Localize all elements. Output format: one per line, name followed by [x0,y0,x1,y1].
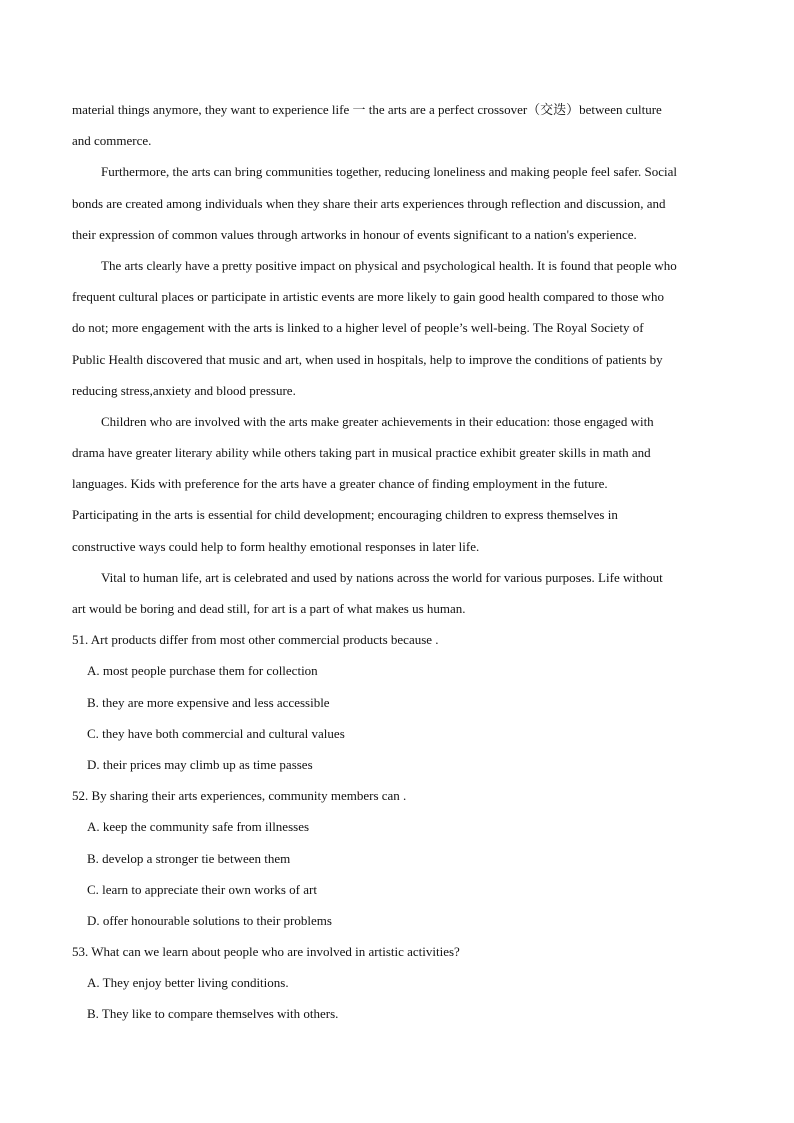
answer-option: C. learn to appreciate their own works of art [87,881,317,897]
passage-line: Vital to human life, art is celebrated and used by nations across the world for various purposes. Life without [101,569,663,585]
passage-line: material things anymore, they want to experience life 一 the arts are a perfect crossover（交迭）between culture [72,102,662,117]
answer-option: C. they have both commercial and cultural values [87,725,345,741]
answer-option: B. They like to compare themselves with others. [87,1006,339,1022]
question-stem: 52. By sharing their arts experiences, community members can . [72,788,407,804]
passage [72,99,722,629]
question-53 [72,941,722,1035]
question-stem: 53. What can we learn about people who are involved in artistic activities? [72,944,460,960]
page-content [72,99,722,1035]
question-stem: 51. Art products differ from most other commercial products because . [72,632,439,648]
passage-line: drama have greater literary ability while others taking part in musical practice exhibit greater skills in math and [72,445,651,461]
passage-line: languages. Kids with preference for the arts have a greater chance of finding employment in the future. [72,476,608,492]
passage-line: Children who are involved with the arts make greater achievements in their education: those engaged with [101,413,654,429]
answer-option: B. they are more expensive and less accessible [87,694,330,710]
passage-line: frequent cultural places or participate in artistic events are more likely to gain good health compared to those who [72,289,665,305]
answer-option: D. offer honourable solutions to their problems [87,912,332,928]
answer-option: A. keep the community safe from illnesses [87,819,310,835]
answer-option: A. They enjoy better living conditions. [87,975,289,991]
passage-line: their expression of common values through artworks in honour of events significant to a nation's experience. [72,226,637,242]
question-51 [72,629,722,785]
passage-line: art would be boring and dead still, for art is a part of what makes us human. [72,601,466,616]
passage-line: Public Health discovered that music and art, when used in hospitals, help to improve the conditions of patients by [72,351,663,367]
passage-line: do not; more engagement with the arts is linked to a higher level of people’s well-being. The Royal Society of [72,320,644,336]
passage-line: The arts clearly have a pretty positive impact on physical and psychological health. It is found that people who [101,257,677,273]
passage-line: reducing stress,anxiety and blood pressure. [72,382,296,398]
passage-line: constructive ways could help to form healthy emotional responses in later life. [72,538,480,554]
passage-line: bonds are created among individuals when they share their arts experiences through reflection and discussion, and [72,195,666,211]
passage-line: Participating in the arts is essential for child development; encouraging children to express themselves in [72,507,618,523]
answer-option: D. their prices may climb up as time passes [87,756,313,772]
passage-line: and commerce. [72,133,152,149]
answer-option: A. most people purchase them for collection [87,663,318,679]
passage-line: Furthermore, the arts can bring communities together, reducing loneliness and making people feel safer. Social [101,164,677,180]
answer-option: B. develop a stronger tie between them [87,850,291,866]
question-52 [72,785,722,941]
